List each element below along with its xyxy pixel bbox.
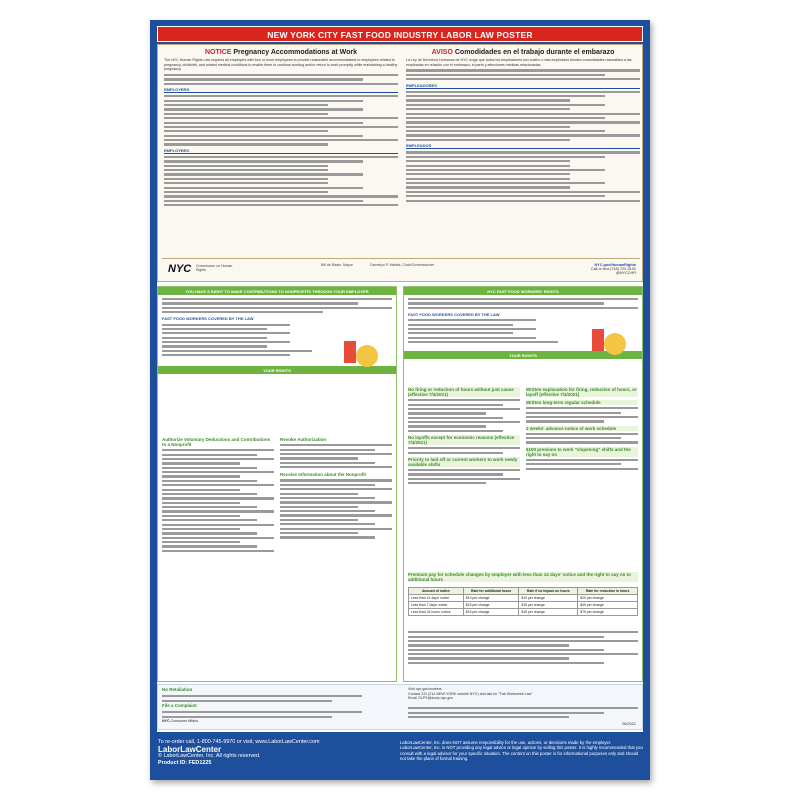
rights-left-col (408, 387, 520, 486)
premium-pay-title: Premium pay for schedule changes by employer with less than 14 days' notice and the right to say no to additional hours (408, 572, 638, 582)
commission-name: Commission on Human Rights (196, 264, 233, 272)
employees-text (164, 156, 398, 206)
spanish-column (406, 49, 640, 204)
table-header: Amount of notice (409, 588, 464, 595)
table-cell: $15 per change (463, 609, 519, 616)
product-id: Product ID: FED1225 (158, 760, 212, 766)
covered-workers-list-left (162, 324, 312, 357)
rights-intro (408, 298, 638, 309)
visit-link[interactable]: Visit nyc.gov/workers (408, 687, 442, 691)
intro-text-es: La Ley de Derechos Humanos de NYC exige que todos los empleadores con cuatro o más empleados brinden comodidades razonables a las empleadas en relación con el embarazo, el parto y afecciones médicas relacionadas. (406, 58, 632, 67)
premium-pay-table (408, 587, 638, 616)
revoke-block (280, 437, 392, 541)
table-header: Rate for reduction in hours (578, 588, 638, 595)
phone: Call or text (718) 722-3131 (590, 267, 636, 271)
reorder-text: To re-order call, 1-800-745-9970 or visit, www.LaborLawCenter.com (158, 739, 320, 745)
priority-text (408, 469, 520, 484)
complaint-section (157, 684, 643, 730)
labor-law-poster (150, 20, 650, 780)
table-cell: $20 per change (578, 595, 638, 602)
table-cell: $10 per change (463, 595, 519, 602)
notice-heading-es: AVISO Comodidades en el trabajo durante el embarazo (431, 49, 615, 56)
fast-food-rights-section (403, 286, 643, 682)
layoffs-title: No layoffs except for economic reasons (effective 7/4/2021) (408, 435, 520, 445)
table-header-row (409, 588, 638, 595)
table-cell: Less than 7 days' notice (409, 602, 464, 609)
employers-text (164, 95, 398, 145)
disclaimer: LaborLawCenter, Inc. does NOT assume responsibility for the use, actions, or decisions made by the employer. LaborLawCenter, Inc. is NOT providing any legal advice or legal opinion by selling this poster. It is highly recommended that you consult with a legal advisor for your specific situation. The content on this poster is for informational purposes only and should not take the place of formal training. (400, 740, 643, 761)
employers-subheading: EMPLOYERS (164, 87, 398, 93)
drink-cup-icon (344, 341, 356, 363)
poster-title: NEW YORK CITY FAST FOOD INDUSTRY LABOR LAW POSTER (157, 26, 643, 42)
table-cell: $15 per change (463, 602, 519, 609)
notice-heading-en: NOTICE Pregnancy Accommodations at Work (204, 49, 358, 56)
receive-info-title: Receive Information about the Nonprofit (280, 472, 367, 478)
employees-subheading: EMPLOYEES (164, 148, 398, 154)
table-header: Rate for additional hours (463, 588, 519, 595)
empleadores-text (406, 91, 640, 141)
nyc-logo: NYC (168, 263, 192, 275)
social-handle: @NYCCHR (615, 271, 636, 275)
drink-cup-icon (592, 329, 604, 351)
regular-schedule-title: Written long-term regular schedule (526, 400, 638, 405)
website: NYC.gov/HumanRights (594, 263, 636, 267)
empleados-subheading: EMPLEADOS (406, 143, 640, 149)
chair-name: Carmelyn P. Malalis, Chair/Commissioner (369, 263, 435, 267)
empleadores-subheading: EMPLEADORES (406, 83, 640, 89)
authorize-block (162, 437, 274, 554)
table-cell: $45 per change (578, 602, 638, 609)
covered-workers-heading-right: FAST FOOD WORKERS COVERED BY THE LAW (408, 311, 500, 317)
table-cell: Less than 24 hours' notice (409, 609, 464, 616)
mayor-name: Bill de Blasio, Mayor (321, 263, 353, 267)
priority-title: Priority to laid off or current workers to work newly available shifts (408, 457, 520, 467)
written-explanation-title: Written explanation for firing, reduction of hours, or layoff (effective 7/4/2021) (526, 387, 637, 397)
table-cell: $15 per change (519, 609, 578, 616)
rights-right-col (526, 387, 638, 472)
table-row (409, 609, 638, 616)
layoffs-text (408, 447, 520, 454)
file-complaint-title: File a Complaint (162, 703, 197, 708)
contact-links (408, 687, 638, 701)
contact-info (591, 263, 636, 275)
authorize-text (162, 449, 274, 552)
nonprofit-contributions-section (157, 286, 397, 682)
covered-workers-list-right (408, 319, 558, 343)
commission-footer (162, 258, 640, 280)
schedule-change-text (408, 629, 638, 666)
email-link[interactable]: Email OLPS@dcwp.nyc.gov (408, 696, 453, 701)
pregnancy-notice-section (157, 44, 643, 282)
advance-notice-text (526, 433, 638, 444)
body-text-es (406, 69, 640, 80)
table-cell: $15 per change (519, 602, 578, 609)
poster-content (157, 44, 643, 732)
contact-text (408, 705, 638, 720)
english-column (164, 49, 398, 208)
revoke-text (280, 444, 392, 468)
covered-workers-heading-left: FAST FOOD WORKERS COVERED BY THE LAW (162, 316, 254, 322)
table-cell: Less than 14 days' notice (409, 595, 464, 602)
revision-date: 06/2021 (622, 722, 636, 726)
receive-info-text (280, 479, 392, 538)
table-cell: $75 per change (578, 609, 638, 616)
table-row (409, 602, 638, 609)
poster-footer (150, 736, 650, 780)
authorize-title: Authorize Voluntary Deductions and Contributions to a Nonprofit (162, 437, 271, 447)
your-rights-heading-left: YOUR RIGHTS (158, 366, 396, 374)
clopening-title: $100 premium to work "clopening" shifts and the right to say no (526, 447, 638, 457)
contact-311: Contact 311 (212-NEW-YORK outside NYC) and ask for "Fair Workweek Law" (408, 691, 533, 696)
nonprofit-intro (162, 298, 392, 313)
copyright: © LaborLawCenter, Inc. All rights reserved. (158, 753, 261, 759)
hamburger-icon (356, 345, 378, 367)
empleados-text (406, 151, 640, 201)
your-rights-heading-right: YOUR RIGHTS (404, 351, 642, 359)
hamburger-icon (604, 333, 626, 355)
table-cell: $10 per change (519, 595, 578, 602)
revoke-title: Revoke Authorization (280, 437, 327, 442)
table-header: Rate if no impact on hours (519, 588, 578, 595)
clopening-text (526, 459, 638, 470)
advance-notice-title: 2 weeks' advance notice of work schedule (526, 426, 638, 431)
footer-left (158, 739, 388, 767)
table-row (409, 595, 638, 602)
bottom-nyc-logo: NYC Consumer Affairs (162, 719, 199, 723)
no-retaliation-title: No Retaliation (162, 687, 193, 692)
regular-schedule-text (526, 407, 638, 422)
body-text-en (164, 74, 398, 85)
rights-header: NYC FAST FOOD WORKERS' RIGHTS (404, 287, 642, 295)
intro-text-en: The NYC Human Rights Law requires all employers with four or more employees to provide reasonable accommodations to employees related to pregnancy, childbirth, and related medical conditions to enable them to continue working and/or return to work promptly while maintaining a healthy pregnancy. (164, 58, 398, 72)
no-firing-text (408, 399, 520, 432)
nonprofit-header: YOU HAVE A RIGHT TO MAKE CONTRIBUTIONS TO NONPROFITS THROUGH YOUR EMPLOYER (158, 287, 396, 295)
brand-logo: LaborLawCenter (158, 745, 222, 754)
no-firing-title: No firing or reduction of hours without just cause (effective 7/4/2021) (408, 387, 520, 397)
